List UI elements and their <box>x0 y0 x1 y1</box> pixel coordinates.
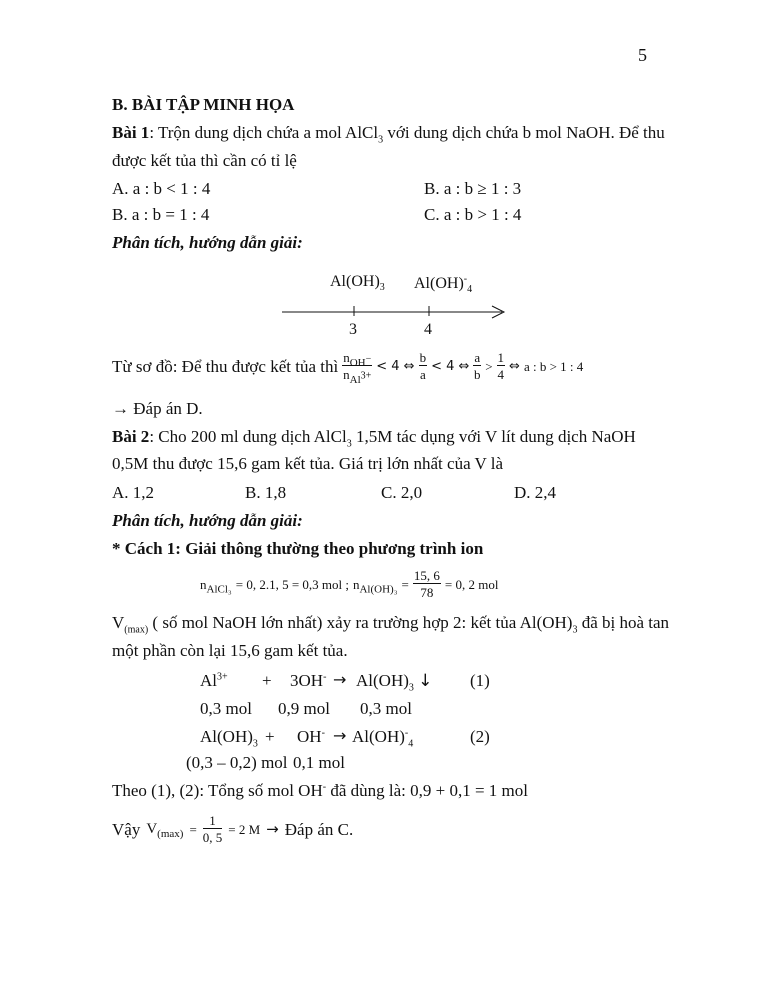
reaction1-mol1: 0,3 mol <box>200 699 252 718</box>
bai2-option-b: B. 1,8 <box>245 483 287 502</box>
bai1-conclusion: Từ sơ đồ: Để thu được kết tủa thì $\frac{n_{OH^-}}{n_{Al^{3+}}}$ < 4 ⇔ $\frac{b}{a}$ < 4 ⇔ $\frac{a}{b}$ > $\frac{1}{4}$ ⇔ a : b > 1 : 4 <box>112 350 584 386</box>
bai1-option-a: A. a : b < 1 : 4 <box>112 179 211 198</box>
bai1-analysis-heading: Phân tích, hướng dẫn giải: <box>112 233 303 252</box>
reaction2-product: $Al(OH)^-_4$ <box>352 727 414 750</box>
final-answer-line: Vậy $V_{(max)}$ = $\frac{1}{0, 5}$ = 2 M → Đáp án C. <box>112 813 354 845</box>
bai2-analysis-heading: Phân tích, hướng dẫn giải: <box>112 511 303 530</box>
diagram-label-aloh3: $Al(OH)_3$ <box>330 273 385 294</box>
vmax-line1: $V_{(max)}$ ( số mol NaOH lớn nhất) xảy ra trường hợp 2: kết tủa $Al(OH)_3$ đã bị hoà tan <box>112 613 670 636</box>
reaction2-plus: + <box>265 727 275 746</box>
reaction1-number: (1) <box>470 671 490 690</box>
bai1-option-c: C. a : b > 1 : 4 <box>424 205 522 224</box>
bai2-question-line2: 0,5M thu được 15,6 gam kết tủa. Giá trị lớn nhất của V là <box>112 454 504 473</box>
tick-label-4: 4 <box>424 321 432 338</box>
fraction-b-a: $\frac{b}{a}$ <box>419 350 427 382</box>
bai1-question-line1: Bài 1: Trộn dung dịch chứa a mol AlCl$_3$ với dung dịch chứa b mol NaOH. Để thu <box>112 123 665 146</box>
page-number: 5 <box>638 45 647 65</box>
reaction2-mol2: 0,1 mol <box>293 753 345 772</box>
reaction1-plus: + <box>262 671 272 690</box>
reaction2-reactant2: OH- <box>297 727 325 746</box>
reaction2-number: (2) <box>470 727 490 746</box>
bai1-option-b2: B. a : b = 1 : 4 <box>112 205 210 224</box>
bai2-question-line1: Bài 2: Cho 200 ml dung dịch AlCl$_3$ 1,5M tác dụng với V lít dung dịch NaOH <box>112 427 636 450</box>
reaction2-reactant1: $Al(OH)_3$ <box>200 727 258 750</box>
bai2-label: Bài 2 <box>112 427 150 446</box>
reaction1-reactant2: 3OH- <box>290 671 327 690</box>
number-line-diagram <box>280 302 510 322</box>
fraction-1-4: $\frac{1}{4}$ <box>497 350 505 382</box>
bai1-label: Bài 1 <box>112 123 150 142</box>
bai2-method-heading: * Cách 1: Giải thông thường theo phương trình ion <box>112 539 484 558</box>
reaction1-mol2: 0,9 mol <box>278 699 330 718</box>
bai1-question-line2: được kết tủa thì cần có tỉ lệ <box>112 151 297 170</box>
vmax-line2: một phần còn lại 15,6 gam kết tủa. <box>112 641 348 660</box>
bai2-option-d: D. 2,4 <box>514 483 557 502</box>
tick-label-3: 3 <box>349 321 357 338</box>
bai2-option-a: A. 1,2 <box>112 483 155 502</box>
moles-equation: $n_{AlCl_3}$ = 0, 2.1, 5 = 0,3 mol ; $n_{Al(OH)_3}$ = $\frac{15, 6}{78}$ = 0, 2 mol <box>200 568 499 600</box>
reaction2-mol1: (0,3 – 0,2) mol <box>186 753 288 772</box>
reaction1-mol3: 0,3 mol <box>360 699 412 718</box>
diagram-label-aloh4: $Al(OH)^-_4$ <box>414 273 473 296</box>
bai2-option-c: C. 2,0 <box>381 483 423 502</box>
fraction-1-0.5: $\frac{1}{0, 5}$ <box>202 813 223 845</box>
reaction1-product: $Al(OH)_3$ ↓ <box>356 671 433 694</box>
bai1-answer: → Đáp án D. <box>112 399 203 418</box>
bai1-option-b1: B. a : b ≥ 1 : 3 <box>424 179 522 198</box>
fraction-noh-nal: $\frac{n_{OH^-}}{n_{Al^{3+}}}$ <box>343 350 372 386</box>
fraction-15.6-78: $\frac{15, 6}{78}$ <box>413 568 440 600</box>
reaction1-arrow: → <box>333 670 347 689</box>
reaction1-reactant1: $Al^{3+}$ <box>200 671 228 690</box>
reaction2-arrow: → <box>333 726 347 745</box>
fraction-a-b: $\frac{a}{b}$ <box>474 350 481 382</box>
total-oh-line: Theo (1), (2): Tổng số mol OH- đã dùng là: 0,9 + 0,1 = 1 mol <box>112 781 529 800</box>
section-title: B. BÀI TẬP MINH HỌA <box>112 95 295 114</box>
